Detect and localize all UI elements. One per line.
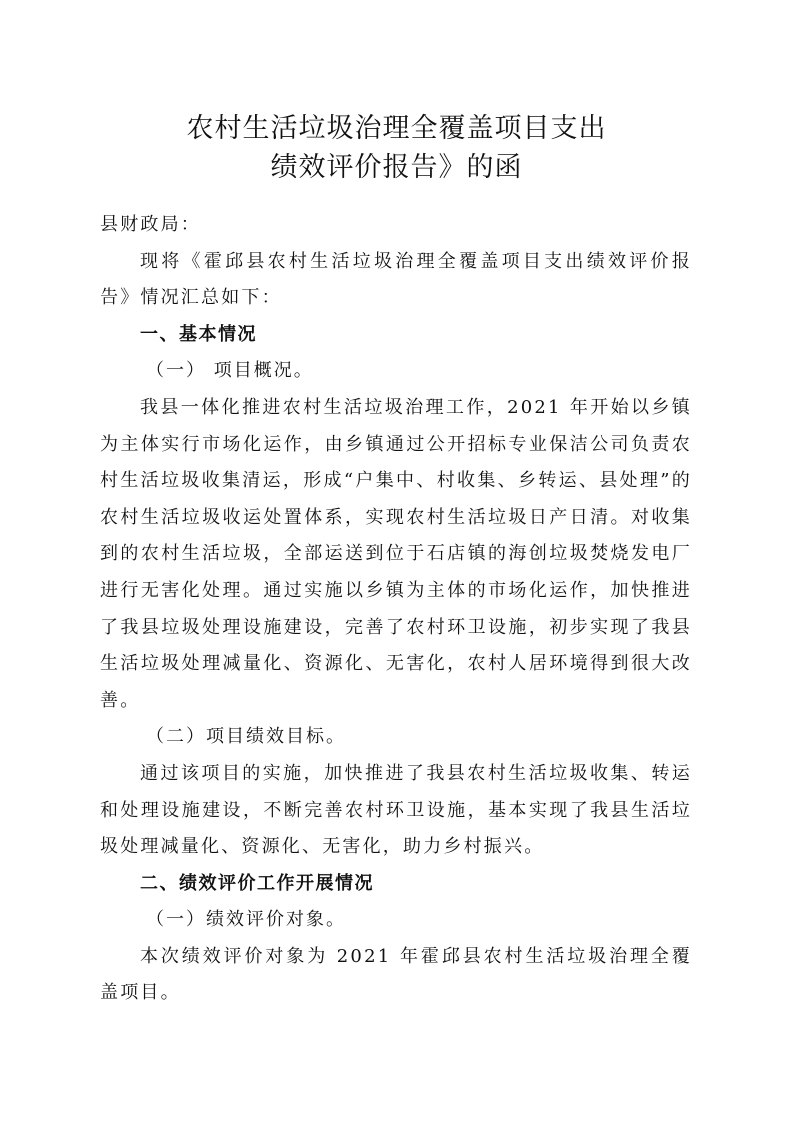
intro-paragraph: 现将《霍邱县农村生活垃圾治理全覆盖项目支出绩效评价报告》情况汇总如下：	[100, 250, 692, 309]
section-1-sub-2-paragraph: 通过该项目的实施，加快推进了我县农村生活垃圾收集、转运和处理设施建设，不断完善农村环卫设施，基本实现了我县生活垃圾处理减量化、资源化、无害化，助力乡村振兴。	[100, 762, 692, 858]
section-2-sub-1-paragraph: 本次绩效评价对象为 2021 年霍邱县农村生活垃圾治理全覆盖项目。	[100, 945, 692, 1004]
section-2-heading: 二、绩效评价工作开展情况	[140, 872, 374, 894]
document-title-line-2: 绩效评价报告》的函	[270, 152, 523, 183]
addressee: 县财政局：	[100, 214, 201, 235]
section-1-sub-1-heading: （一） 项目概况。	[146, 360, 314, 382]
document-body	[100, 207, 692, 1012]
section-1-sub-1-paragraph: 我县一体化推进农村生活垃圾治理工作，2021 年开始以乡镇为主体实行市场化运作，由乡镇通过公开招标专业保洁公司负责农村生活垃圾收集清运，形成“户集中、村收集、乡转运、县处理”的农村生活垃圾收运处置体系，实现农村生活垃圾日产日清。对收集到的农村生活垃圾，全部运送到位于石店镇的海创垃圾焚烧发电厂进行无害化处理。通过实施以乡镇为主体的市场化运作，加快推进了我县垃圾处理设施建设，完善了农村环卫设施，初步实现了我县生活垃圾处理减量化、资源化、无害化，农村人居环境得到很大改善。	[100, 396, 692, 711]
document-title-line-1: 农村生活垃圾治理全覆盖项目支出	[186, 113, 607, 144]
section-1-heading: 一、基本情况	[140, 323, 257, 345]
section-1-sub-2-heading: （二）项目绩效目标。	[146, 726, 346, 748]
section-2-sub-1-heading: （一）绩效评价对象。	[146, 909, 346, 931]
